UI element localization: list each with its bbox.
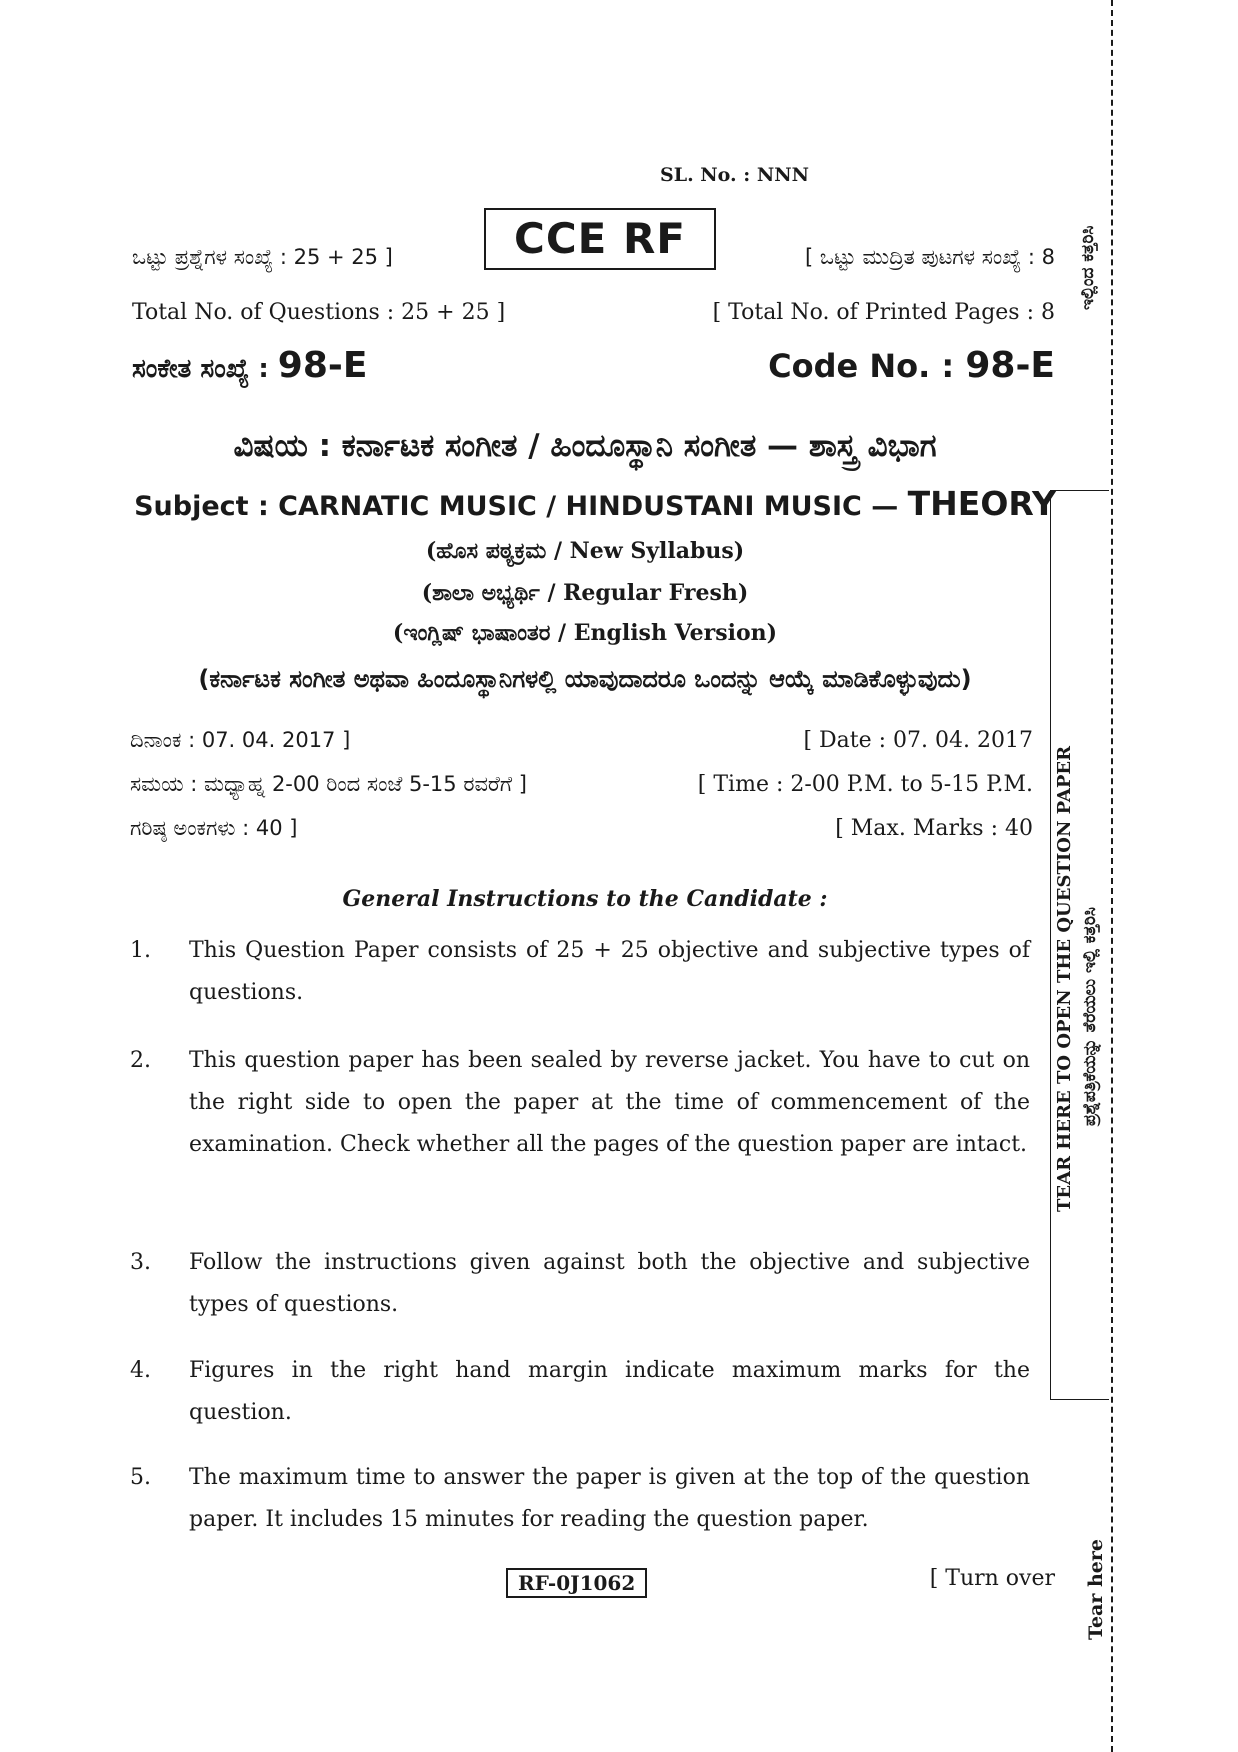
- time-kn: ಸಮಯ : ಮಧ್ಯಾಹ್ನ 2-00 ರಿಂದ ಸಂಜೆ 5-15 ರವರೆಗೆ ]: [130, 772, 527, 796]
- subject-en-main: Subject : CARNATIC MUSIC / HINDUSTANI MUSIC —: [134, 491, 899, 522]
- total-pages-en: [ Total No. of Printed Pages : 8: [712, 300, 1055, 325]
- instruction-item: [130, 1242, 1030, 1326]
- code-label-kn: ಸಂಕೇತ ಸಂಖ್ಯೆ :: [132, 354, 269, 384]
- syllabus-line: (ಹೊಸ ಪಠ್ಯಕ್ರಮ / New Syllabus): [425, 538, 745, 564]
- cut-here-kn-label: ಇಲ್ಲಿಂದ ಕತ್ತರಿಸಿ: [1078, 225, 1098, 310]
- serial-number: SL. No. : NNN: [660, 164, 809, 186]
- turn-over: [ Turn over: [929, 1566, 1055, 1591]
- tear-dashed-line[interactable]: [1111, 0, 1113, 1752]
- marks-kn: ಗರಿಷ್ಠ ಅಂಕಗಳು : 40 ]: [130, 816, 298, 840]
- instruction-text: Figures in the right hand margin indicate maximum marks for the question.: [189, 1358, 1030, 1425]
- instruction-number: 5.: [130, 1465, 151, 1490]
- time-en: [ Time : 2-00 P.M. to 5-15 P.M.: [697, 772, 1033, 797]
- subject-en: [0, 484, 1190, 523]
- code-label-en: Code No. :: [768, 347, 955, 385]
- instruction-text: This question paper has been sealed by reverse jacket. You have to cut on the right side to open the paper at the time of commencement of the examination. Check whether all the pages of the question paper are intact.: [189, 1048, 1030, 1157]
- total-questions-kn: ಒಟ್ಟು ಪ್ರಶ್ನೆಗಳ ಸಂಖ್ಯೆ : 25 + 25 ]: [132, 245, 393, 269]
- instruction-number: 4.: [130, 1358, 151, 1383]
- rf-code-box: RF-0J1062: [506, 1568, 647, 1598]
- cce-rf-box: CCE RF: [484, 208, 716, 270]
- instruction-number: 1.: [130, 938, 151, 963]
- subject-kn: ವಿಷಯ : ಕರ್ನಾಟಕ ಸಂಗೀತ / ಹಿಂದೂಸ್ಥಾನಿ ಸಂಗೀತ — ಶಾಸ್ತ್ರ ವಿಭಾಗ: [233, 428, 937, 464]
- tear-here-open-paper-kn-label: ಪ್ರಶ್ನೆಪತ್ರಿಕೆಯನ್ನು ತೆರೆಯಲು ಇಲ್ಲಿ ಕತ್ತರಿಸಿ: [1080, 907, 1100, 1126]
- instruction-item: [130, 1350, 1030, 1434]
- instruction-number: 3.: [130, 1250, 151, 1275]
- code-value-kn: 98-E: [277, 345, 368, 386]
- instruction-text: This Question Paper consists of 25 + 25 objective and subjective types of questions.: [189, 938, 1030, 1005]
- code-number-en: [768, 345, 1055, 386]
- subject-en-theory: THEORY: [907, 484, 1056, 523]
- marks-en: [ Max. Marks : 40: [835, 816, 1033, 841]
- instruction-number: 2.: [130, 1048, 151, 1073]
- instruction-item: [130, 1457, 1030, 1541]
- date-kn: ದಿನಾಂಕ : 07. 04. 2017 ]: [130, 728, 351, 752]
- regular-fresh-line: (ಶಾಲಾ ಅಭ್ಯರ್ಥಿ / Regular Fresh): [421, 580, 749, 606]
- total-questions-en: Total No. of Questions : 25 + 25 ]: [132, 300, 506, 325]
- choose-subject-line: (ಕರ್ನಾಟಕ ಸಂಗೀತ ಅಥವಾ ಹಿಂದೂಸ್ಥಾನಿಗಳಲ್ಲಿ ಯಾವುದಾದರೂ ಒಂದನ್ನು ಆಯ್ಕೆ ಮಾಡಿಕೊಳ್ಳುವುದು): [198, 665, 972, 693]
- instruction-item: [130, 930, 1030, 1014]
- instruction-item: [130, 1040, 1030, 1166]
- total-pages-kn: [ ಒಟ್ಟು ಮುದ್ರಿತ ಪುಟಗಳ ಸಂಖ್ಯೆ : 8: [804, 245, 1055, 269]
- code-number-kn: [132, 345, 367, 386]
- english-version-line: (ಇಂಗ್ಲಿಷ್ ಭಾಷಾಂತರ / English Version): [392, 620, 778, 646]
- instruction-text: Follow the instructions given against both the objective and subjective types of questions.: [189, 1250, 1030, 1317]
- instruction-text: The maximum time to answer the paper is given at the top of the question paper. It includes 15 minutes for reading the question paper.: [189, 1465, 1030, 1532]
- tear-here-open-paper-label: TEAR HERE TO OPEN THE QUESTION PAPER: [1054, 745, 1075, 1212]
- code-value-en: 98-E: [965, 345, 1055, 386]
- date-en: [ Date : 07. 04. 2017: [803, 728, 1033, 753]
- instructions-title: General Instructions to the Candidate :: [342, 886, 828, 912]
- tear-here-label: Tear here: [1085, 1539, 1107, 1640]
